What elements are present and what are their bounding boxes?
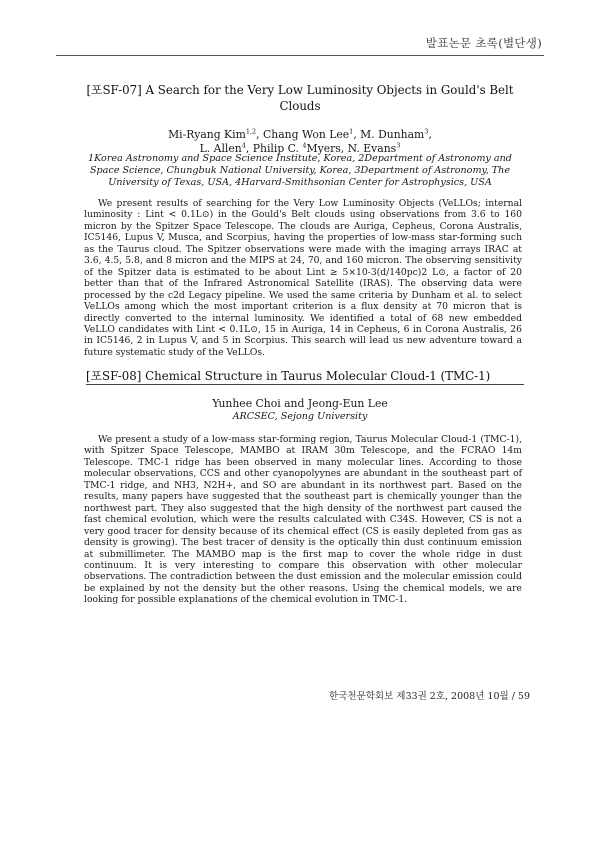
author-name: Mi-Ryang Kim — [168, 128, 246, 141]
paper-2-title-block — [86, 368, 524, 384]
author-affil-mark: 4 — [302, 141, 307, 150]
paper-2-title: [포SF-08] Chemical Structure in Taurus Molecular Cloud-1 (TMC-1) — [86, 369, 491, 383]
affiliation-line: University of Texas, USA, 4Harvard-Smithsonian Center for Astrophysics, USA — [108, 177, 492, 188]
header-rule — [56, 55, 544, 56]
running-header: 발표논문 초록(별단생) — [425, 36, 542, 50]
paper-1-authors — [60, 128, 540, 156]
title-underline — [86, 384, 524, 385]
paper-2-abstract — [84, 434, 522, 606]
author-affil-mark: 3 — [396, 141, 401, 150]
author-name: L. Allen — [199, 142, 242, 155]
author-name: , Chang Won Lee — [256, 128, 350, 141]
page-footer: 한국천문학회보 제33권 2호, 2008년 10월 / 59 — [329, 691, 530, 702]
affiliation-line: 1Korea Astronomy and Space Science Institute, Korea, 2Department of Astronomy and — [88, 153, 512, 164]
author-affil-mark: 4 — [241, 141, 246, 150]
paper-2-authors: Yunhee Choi and Jeong-Eun Lee — [212, 397, 388, 410]
affiliation-line: Space Science, Chungbuk National University, Korea, 3Department of Astronomy, The — [89, 165, 511, 176]
author-name: , M. Dunham — [353, 128, 425, 141]
author-affil-mark: 3 — [424, 127, 429, 136]
paper-1-affiliations — [60, 153, 540, 189]
author-affil-mark: 1,2 — [245, 127, 257, 136]
author-name: Myers, N. Evans — [306, 142, 397, 155]
author-separator: , — [428, 128, 432, 141]
paper-1-abstract — [84, 198, 522, 358]
paper-1-authors-line-1 — [60, 128, 540, 142]
paper-2-affiliation: ARCSEC, Sejong University — [232, 411, 368, 422]
paper-1-title: [포SF-07] A Search for the Very Low Luminosity Objects in Gould's Belt Clouds — [86, 83, 514, 113]
author-affil-mark: 1 — [349, 127, 354, 136]
paper-1-abstract-text: We present results of searching for the Very Low Luminosity Objects (VeLLOs; internal luminosity : Lint < 0.1L⊙) in the Gould's Belt clouds using observations from 3.6 to 160 micron by the Spitzer Space Telescope. The clouds are Auriga, Cepheus, Corona Australis, IC5146, Lupus V, Musca, and Scorpius, having the properties of low-mass star-forming such as the Taurus cloud. The Spitzer observations were made with the imaging arrays IRAC at 3.6, 4.5, 5.8, and 8 micron and the MIPS at 24, 70, and 160 micron. The observing sensitivity of the Spitzer data is estimated to be about Lint ≥ 5×10-3(d/140pc)2 L⊙, a factor of 20 better than that of the Infrared Astronomical Satellite (IRAS). The observing data were processed by the c2d Legacy pipeline. We used the same criteria by Dunham et al. to select VeLLOs among which the most important criterion is a flux density at 70 micron that is directly converted to the internal luminosity. We identified a total of 68 new embedded VeLLO candidates with Lint < 0.1L⊙, 15 in Auriga, 14 in Cepheus, 6 in Corona Australis, 26 in IC5146, 2 in Lupus V, and 5 in Scorpius. This search will lead us new adventure toward a future systematic study of the VeLLOs. — [84, 198, 522, 358]
paper-2-abstract-text: We present a study of a low-mass star-forming region, Taurus Molecular Cloud-1 (TMC-1), with Spitzer Space Telescope, MAMBO at IRAM 30m Telescope, and the FCRAO 14m Telescope. TMC-1 ridge has been observed in many molecular lines. According to those molecular observations, CCS and other cyanopolyynes are abundant in the southeast part of TMC-1 ridge, and NH3, N2H+, and SO are abundant in its northwest part. Based on the results, many papers have suggested that the southeast part is chemically younger than the northwest part. They also suggested that the high density of the northwest part caused the fast chemical evolution, which were the results calculated with C34S. However, CS is not a very good tracer for density because of its chemical effect (CS is easily depleted from gas as density is growing). The best tracer of density is the optically thin dust continuum emission at submillimeter. The MAMBO map is the first map to cover the whole ridge in dust continuum. It is very interesting to compare this observation with other molecular observations. The contradiction between the dust emission and the molecular emission could be explained by not the density but the other reasons. Using the chemical models, we are looking for possible explanations of the chemical evolution in TMC-1. — [84, 434, 522, 606]
author-name: , Philip C. — [245, 142, 303, 155]
